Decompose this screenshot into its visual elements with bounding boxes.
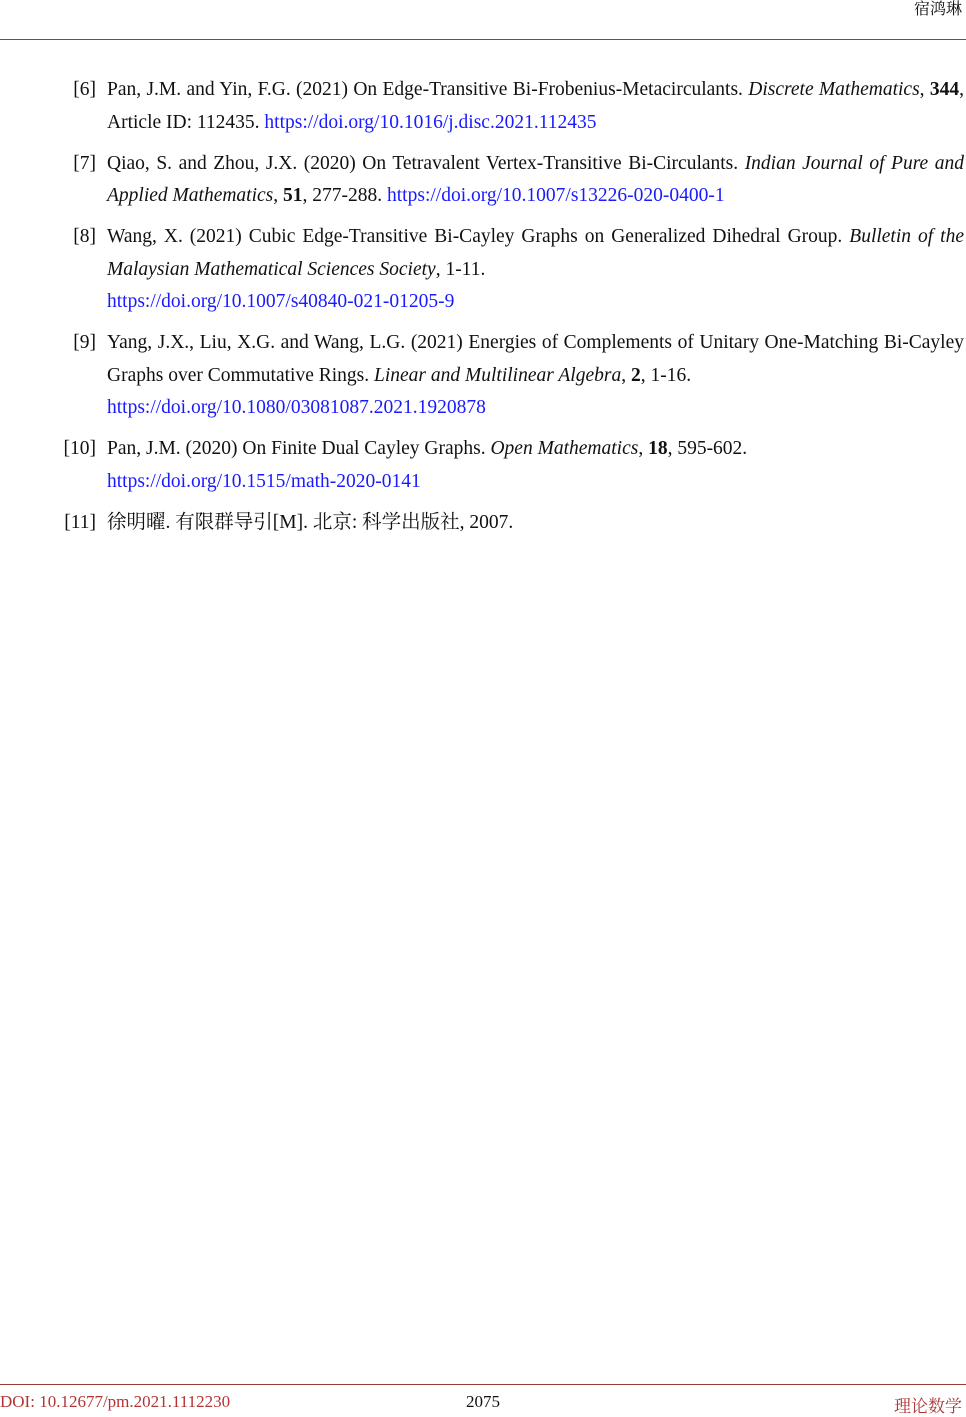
header-author: 宿鸿琳 bbox=[913, 1, 962, 18]
reference-text: 徐明曜. 有限群导引[M]. 北京: 科学出版社, 2007. bbox=[107, 511, 514, 533]
volume-number: 2 bbox=[630, 364, 641, 386]
reference-text: Wang, X. (2021) Cubic Edge-Transitive Bi-Cayley Graphs on Generalized Dihedral Group. bbox=[107, 226, 850, 247]
reference-pages: , 1-16. bbox=[640, 364, 692, 386]
separator: , bbox=[621, 364, 631, 386]
reference-number: [10] bbox=[63, 438, 96, 459]
volume-number: 344 bbox=[929, 79, 960, 100]
doi-link[interactable]: https://doi.org/10.1080/03081087.2021.1920878 bbox=[107, 397, 486, 418]
reference-number: [7] bbox=[73, 152, 96, 174]
journal-name: Bulletin of the Malaysian Mathematical Sciences Society bbox=[107, 226, 964, 280]
reference-text: Pan, J.M. (2020) On Finite Dual Cayley Graphs. bbox=[107, 438, 491, 459]
reference-text: Pan, J.M. and Yin, F.G. (2021) On Edge-Transitive Bi-Frobenius-Metacirculants. bbox=[107, 79, 749, 100]
journal-name: Linear and Multilinear Algebra bbox=[374, 364, 622, 386]
reference-item-11 bbox=[0, 507, 966, 540]
reference-pages: , 595-602. bbox=[667, 438, 748, 459]
reference-item-6 bbox=[0, 74, 966, 139]
footer-divider bbox=[0, 1384, 966, 1385]
journal-name: Open Mathematics bbox=[490, 438, 639, 459]
reference-pages: , 277-288. bbox=[302, 185, 388, 206]
separator: , bbox=[638, 438, 649, 459]
reference-text: Yang, J.X., Liu, X.G. and Wang, L.G. (2021) Energies of Complements of Unitary One-Matching Bi-Cayley Graphs over Commutative Rings. bbox=[107, 332, 964, 386]
reference-item-8 bbox=[0, 221, 966, 319]
reference-text: Qiao, S. and Zhou, J.X. (2020) On Tetravalent Vertex-Transitive Bi-Circulants. bbox=[107, 152, 745, 174]
reference-number: [6] bbox=[73, 79, 96, 100]
reference-number: [11] bbox=[64, 511, 96, 533]
reference-number: [9] bbox=[73, 332, 96, 353]
separator: , bbox=[919, 79, 930, 100]
doi-link[interactable]: https://doi.org/10.1515/math-2020-0141 bbox=[107, 470, 421, 492]
reference-pages: , 1-11. bbox=[435, 258, 486, 280]
footer-doi: DOI: 10.12677/pm.2021.1112230 bbox=[0, 1392, 231, 1411]
journal-name: Indian Journal of Pure and Applied Mathematics bbox=[107, 152, 964, 206]
journal-name: Discrete Mathematics bbox=[748, 79, 920, 100]
doi-link[interactable]: https://doi.org/10.1007/s40840-021-01205-9 bbox=[107, 291, 455, 312]
header-divider bbox=[0, 39, 966, 40]
volume-number: 18 bbox=[648, 438, 668, 459]
reference-item-9 bbox=[0, 327, 966, 425]
doi-link[interactable]: https://doi.org/10.1016/j.disc.2021.112435 bbox=[264, 111, 597, 133]
reference-number: [8] bbox=[73, 226, 96, 247]
separator: , bbox=[273, 185, 284, 206]
reference-item-7 bbox=[0, 148, 966, 213]
page-number: 2075 bbox=[466, 1392, 500, 1411]
reference-list bbox=[0, 74, 966, 548]
reference-item-10 bbox=[0, 433, 966, 498]
volume-number: 51 bbox=[283, 185, 303, 206]
reference-pages: , Article ID: 112435. bbox=[107, 79, 964, 133]
footer-journal-name: 理论数学 bbox=[894, 1397, 962, 1416]
doi-link[interactable]: https://doi.org/10.1007/s13226-020-0400-1 bbox=[387, 185, 725, 206]
